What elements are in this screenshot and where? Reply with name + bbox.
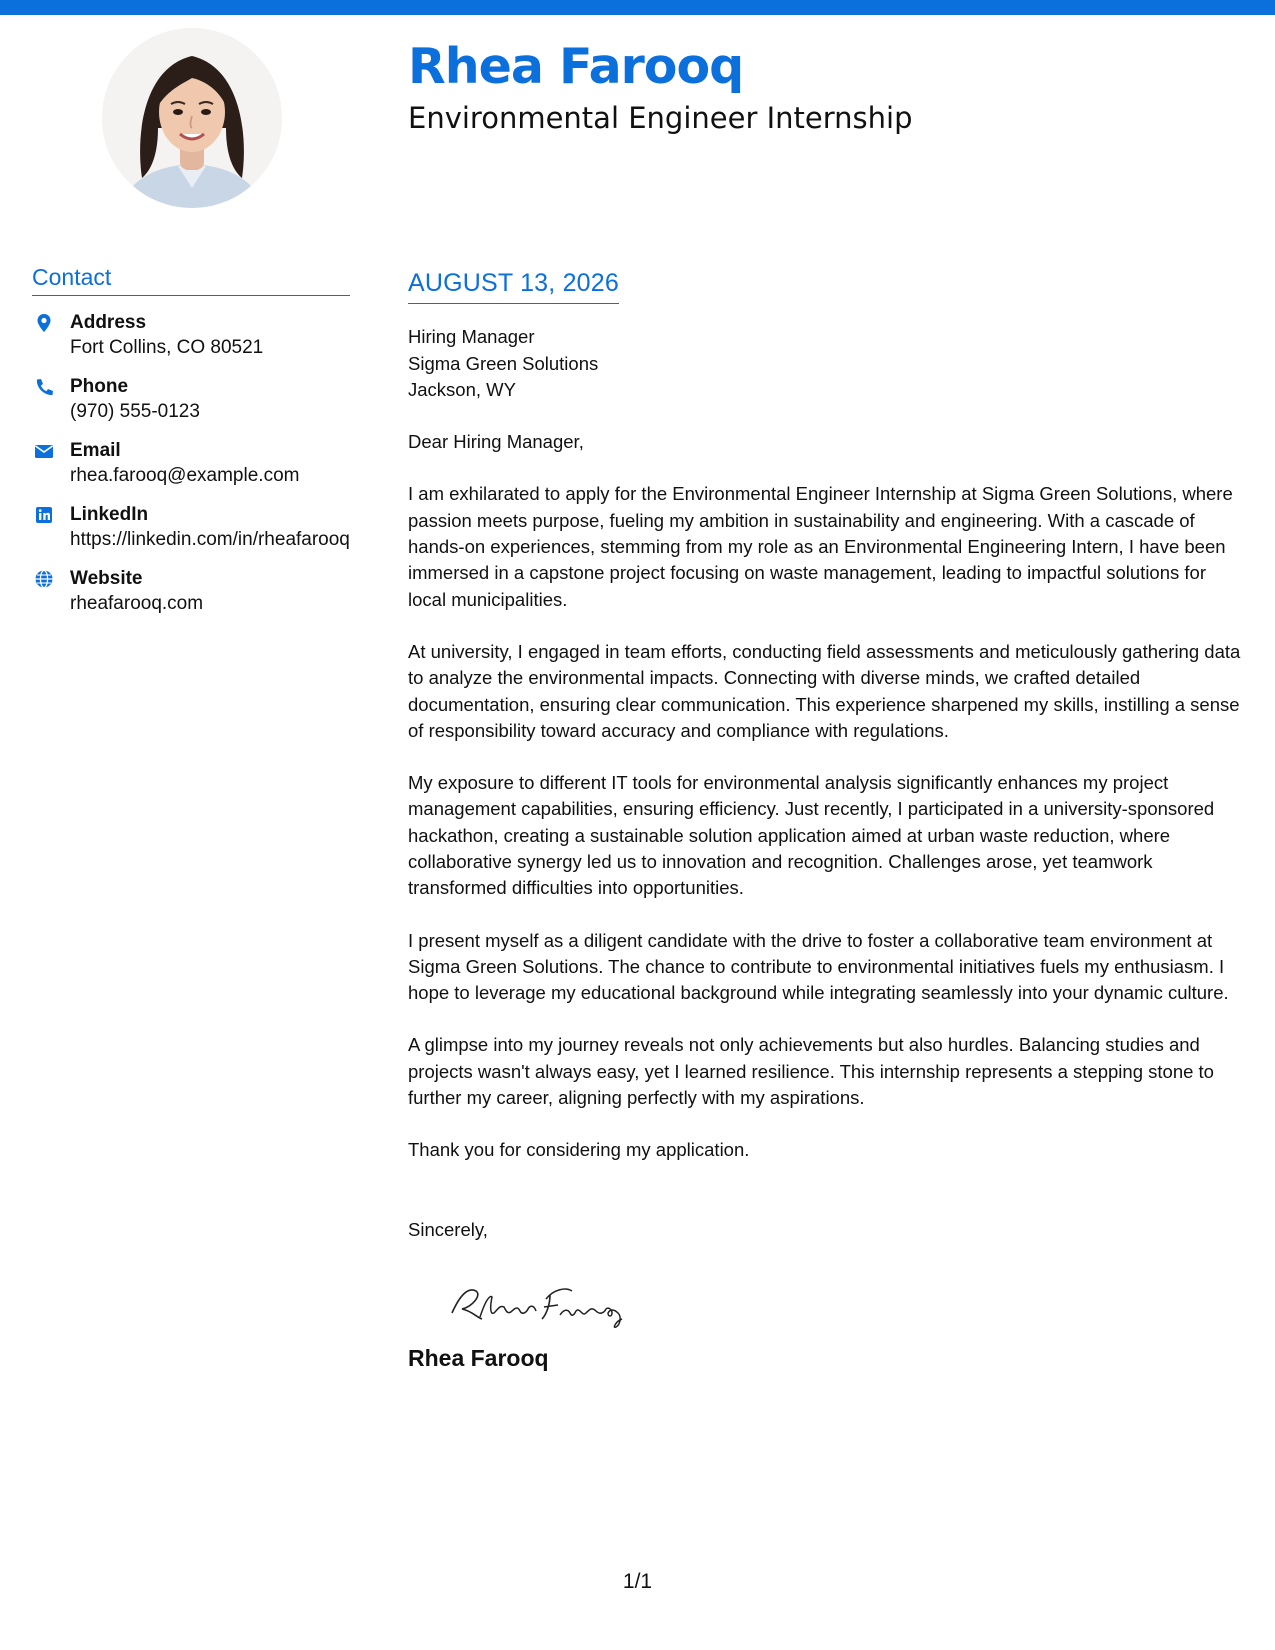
- linkedin-link[interactable]: https://linkedin.com/in/rheafarooq: [70, 528, 350, 550]
- paragraph: Thank you for considering my application.: [408, 1139, 750, 1161]
- profile-photo: [102, 28, 282, 208]
- contact-label: LinkedIn: [70, 503, 149, 525]
- contact-linkedin: [32, 502, 350, 552]
- signer-name: Rhea Farooq: [408, 1344, 549, 1371]
- contact-label: Phone: [70, 375, 129, 397]
- letter-body: [408, 268, 1248, 1373]
- phone-icon: [34, 377, 54, 397]
- job-title: Environmental Engineer Internship: [408, 101, 913, 135]
- linkedin-icon: [34, 505, 54, 525]
- contact-phone: [32, 374, 350, 424]
- address-value: Fort Collins, CO 80521: [70, 336, 264, 358]
- paragraph: A glimpse into my journey reveals not only achievements but also hurdles. Balancing studies and projects wasn't always easy, yet I learned resilience. This internship represents a stepping stone to further my career, aligning perfectly with my aspirations.: [408, 1034, 1214, 1109]
- applicant-name: Rhea Farooq: [408, 38, 744, 95]
- globe-icon: [34, 569, 54, 589]
- paragraph: At university, I engaged in team efforts, conducting field assessments and meticulously gathering data to analyze the environmental impacts. Connecting with diverse minds, we crafted detailed documentation, ensuring clear communication. This experience sharpened my skills, instilling a sense of responsibility toward accuracy and compliance with regulations.: [408, 640, 1241, 741]
- map-pin-icon: [34, 313, 54, 333]
- contact-label: Email: [70, 439, 121, 461]
- letter-date: AUGUST 13, 2026: [408, 268, 619, 304]
- recipient-block: [408, 324, 1248, 403]
- recipient-name: Hiring Manager: [408, 326, 535, 348]
- recipient-company: Sigma Green Solutions: [408, 352, 599, 374]
- email-link[interactable]: rhea.farooq@example.com: [70, 464, 300, 486]
- contact-sidebar: [32, 264, 350, 616]
- recipient-location: Jackson, WY: [408, 378, 516, 400]
- salutation: Dear Hiring Manager,: [408, 431, 584, 453]
- contact-label: Address: [70, 311, 147, 333]
- website-link[interactable]: rheafarooq.com: [70, 592, 204, 614]
- contact-address: [32, 310, 350, 360]
- closing: Sincerely,: [408, 1218, 488, 1240]
- paragraph: My exposure to different IT tools for environmental analysis significantly enhances my project management capabilities, ensuring efficiency. Just recently, I participated in a university-sponsored hackathon, creating a sustainable solution application aimed at urban waste reduction, where collaborative synergy led us to innovation and recognition. Challenges arose, yet teamwork transformed difficulties into opportunities.: [408, 772, 1215, 899]
- envelope-icon: [34, 441, 54, 461]
- phone-value: (970) 555-0123: [70, 400, 200, 422]
- contact-website: [32, 566, 350, 616]
- paragraph: I present myself as a diligent candidate with the drive to foster a collaborative team environment at Sigma Green Solutions. The chance to contribute to environmental initiatives fuels my enthusiasm. I hope to leverage my educational background while integrating seamlessly into your dynamic culture.: [408, 929, 1229, 1004]
- top-accent-bar: [0, 0, 1275, 15]
- page-number: 1/1: [622, 1570, 653, 1593]
- paragraph: I am exhilarated to apply for the Environmental Engineer Internship at Sigma Green Solutions, where passion meets purpose, fueling my ambition in sustainability and engineering. With a cascade of hands-on experiences, stemming from my role as an Environmental Engineering Intern, I have been immersed in a capstone project focusing on waste management, leading to impactful solutions for local municipalities.: [408, 483, 1233, 610]
- contact-heading: Contact: [32, 264, 350, 296]
- contact-email: [32, 438, 350, 488]
- contact-label: Website: [70, 567, 143, 589]
- handwritten-signature: [446, 1273, 1248, 1331]
